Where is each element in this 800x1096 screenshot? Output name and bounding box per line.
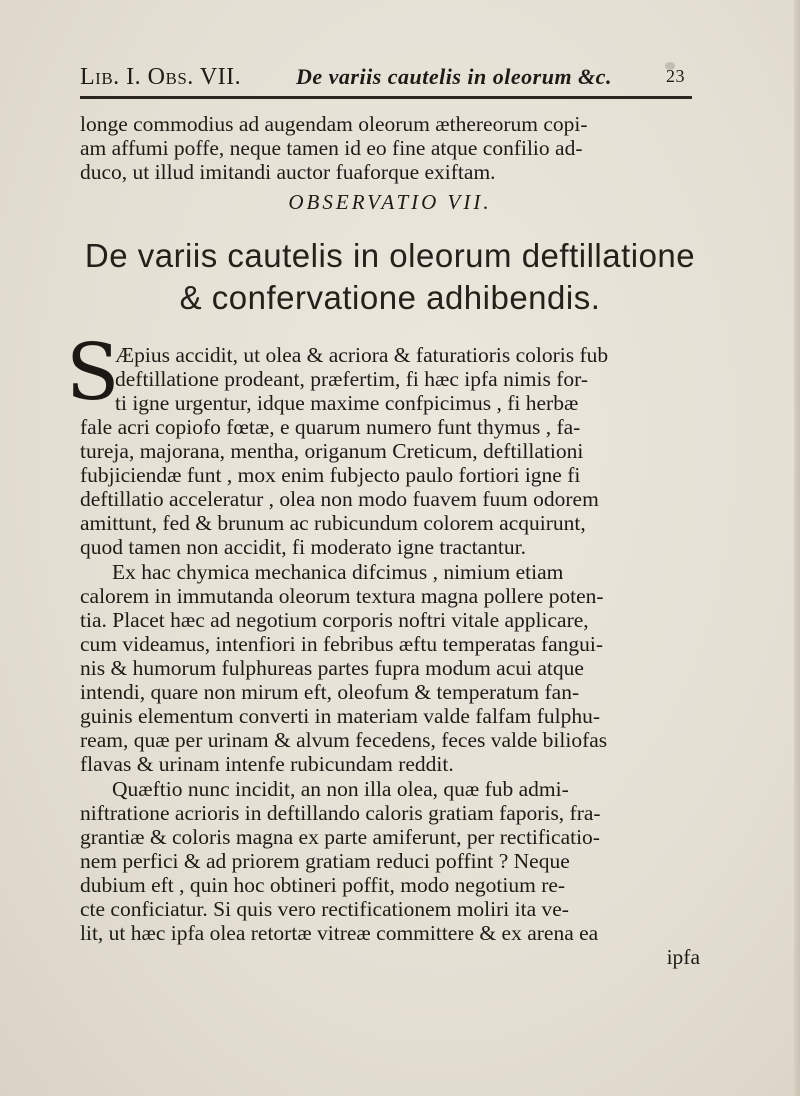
- text-line: dubium eft , quin hoc obtineri poffit, modo negotium re-: [80, 873, 566, 897]
- text-line: Quæftio nunc incidit, an non illa olea, quæ fub admi-: [112, 777, 569, 801]
- header-rule: [80, 96, 692, 99]
- text-line: calorem in immutanda oleorum textura magna pollere poten-: [80, 584, 604, 608]
- text-line: cum videamus, intenfiori in febribus æftu temperatas fangui-: [80, 632, 604, 656]
- text-line: Æpius accidit, ut olea & acriora & faturatioris coloris fub: [115, 343, 609, 367]
- catchword: ipfa: [666, 945, 700, 969]
- page-edge: [794, 0, 800, 1096]
- section-heading-line: & confervatione adhibendis.: [179, 279, 601, 316]
- text-line: nem perfici & ad priorem gratiam reduci poffint ? Neque: [80, 849, 570, 873]
- text-line: deftillatio acceleratur , olea non modo fuavem fuum odorem: [80, 487, 599, 511]
- book-reference: Lib. I. Obs. VII.: [80, 64, 242, 90]
- text-line: cte conficiatur. Si quis vero rectificationem moliri ita ve-: [80, 897, 569, 921]
- text-line: grantiæ & coloris magna ex parte amiferunt, per rectificatio-: [80, 825, 600, 849]
- text-line: ream, quæ per urinam & alvum fecedens, feces valde biliofas: [80, 728, 608, 752]
- text-line: tia. Placet hæc ad negotium corporis noftri vitale applicare,: [80, 608, 589, 632]
- text-line: amittunt, fed & brunum ac rubicundum colorem acquirunt,: [80, 511, 586, 535]
- running-header: [80, 58, 700, 98]
- text-line: am affumi poffe, neque tamen id eo fine atque confilio ad-: [80, 136, 583, 160]
- text-line: duco, ut illud imitandi auctor fuaforque exiftam.: [80, 160, 496, 184]
- text-line: ti igne urgentur, idque maxime confpicimus , fi herbæ: [115, 391, 579, 415]
- page-number: 23: [666, 66, 685, 86]
- text-line: fale acri copiofo fœtæ, e quarum numero funt thymus , fa-: [80, 415, 581, 439]
- text-line: fubjiciendæ funt , mox enim fubjecto paulo fortiori igne fi: [80, 463, 581, 487]
- text-line: lit, ut hæc ipfa olea retortæ vitreæ committere & ex arena ea: [80, 921, 599, 945]
- text-line: Ex hac chymica mechanica difcimus , nimium etiam: [112, 560, 564, 584]
- text-line: niftratione acrioris in deftillando caloris gratiam faporis, fra-: [80, 801, 601, 825]
- text-line: flavas & urinam intenfe rubicundam reddit.: [80, 752, 454, 776]
- running-title: De variis cautelis in oleorum &c.: [296, 64, 612, 89]
- text-line: intendi, quare non mirum eft, oleofum & temperatum fan-: [80, 680, 580, 704]
- text-line: nis & humorum fulphureas partes fupra modum acui atque: [80, 656, 584, 680]
- text-line: quod tamen non accidit, fi moderato igne tractantur.: [80, 535, 526, 559]
- drop-cap: S: [66, 328, 120, 418]
- text-line: longe commodius ad augendam oleorum æthereorum copi-: [80, 112, 588, 136]
- text-line: deftillatione prodeant, præfertim, fi hæc ipfa nimis for-: [115, 367, 589, 391]
- text-line: guinis elementum converti in materiam valde falfam fulphu-: [80, 704, 601, 728]
- section-heading-line: De variis cautelis in oleorum deftillatione: [84, 237, 696, 274]
- text-line: tureja, majorana, mentha, origanum Creticum, deftillationi: [80, 439, 584, 463]
- observation-label: OBSERVATIO VII.: [288, 190, 492, 214]
